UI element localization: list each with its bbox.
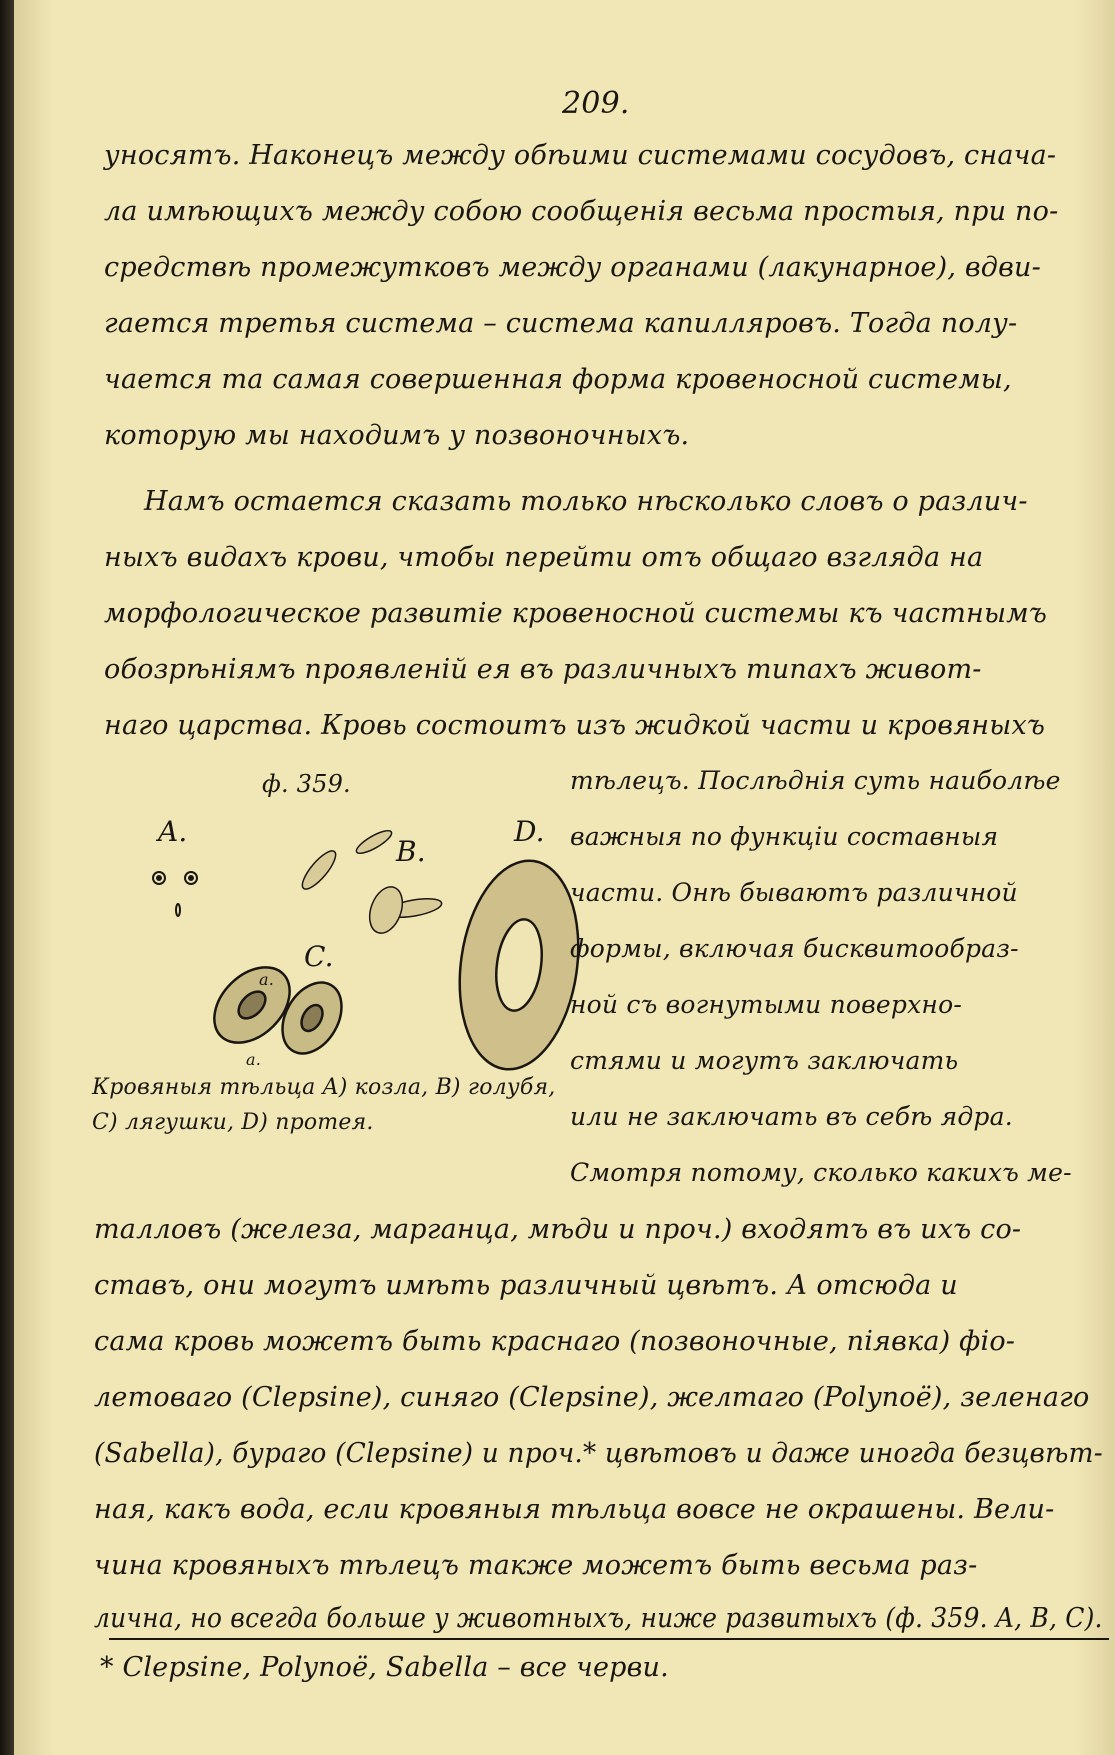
text-line: чина кровяныхъ тѣлецъ также можетъ быть весьма раз- — [94, 1550, 978, 1581]
text-line: ная, какъ вода, если кровяныя тѣльца вовсе не окрашены. Вели- — [94, 1494, 1055, 1525]
manuscript-page — [14, 0, 1115, 1755]
text-line: (Sabella), бураго (Clepsine) и проч.* цвѣтовъ и даже иногда безцвѣт- — [94, 1438, 1103, 1469]
text-line: гается третья система – система капилляровъ. Тогда полу- — [104, 308, 1018, 339]
figure-caption-line: C) лягушки, D) протея. — [92, 1110, 374, 1135]
figure-number: ф. 359. — [262, 770, 351, 798]
book-binding-edge — [0, 0, 14, 1755]
figure-sublabel: a. — [246, 1050, 262, 1069]
text-line: чается та самая совершенная форма кровеносной системы, — [104, 364, 1012, 395]
figure-label-a: A. — [158, 815, 188, 848]
footnote-divider — [109, 1638, 1109, 1640]
text-line: ставъ, они могутъ имѣть различный цвѣтъ. А отсюда и — [94, 1270, 958, 1301]
text-line: или не заключать въ себѣ ядра. — [570, 1102, 1013, 1131]
text-line: талловъ (железа, марганца, мѣди и проч.) входятъ въ ихъ со- — [94, 1214, 1022, 1245]
figure-label-b: B. — [396, 835, 426, 868]
text-line: тѣлецъ. Послѣднія суть наиболѣе — [570, 766, 1061, 795]
text-line: наго царства. Кровь состоитъ изъ жидкой части и кровяныхъ — [104, 710, 1046, 741]
page-number: 209. — [562, 86, 630, 121]
proteus-cell-drawing — [447, 853, 584, 1077]
text-line: сама кровь можетъ быть краснаго (позвоночные, піявка) фіо- — [94, 1326, 1016, 1357]
text-line: лична, но всегда больше у животныхъ, ниже развитыхъ (ф. 359. A, B, C). — [94, 1603, 1103, 1634]
text-line: ла имѣющихъ между собою сообщенія весьма простыя, при по- — [104, 196, 1059, 227]
figure-sublabel: a. — [259, 970, 275, 989]
text-line: морфологическое развитіе кровеносной системы къ частнымъ — [104, 598, 1048, 629]
blood-cells-figure — [134, 760, 584, 1080]
text-line: важныя по функціи составныя — [570, 822, 999, 851]
text-line: ной съ вогнутыми поверхно- — [570, 990, 962, 1019]
text-line: формы, включая бисквитообраз- — [570, 934, 1019, 963]
text-line: стями и могутъ заключать — [570, 1046, 959, 1075]
goat-cells-drawing — [153, 872, 197, 916]
text-line: обозрѣніямъ проявленій ея въ различныхъ типахъ живот- — [104, 654, 982, 685]
text-line: уносятъ. Наконецъ между обѣими системами сосудовъ, снача- — [104, 140, 1057, 171]
text-line: Смотря потому, сколько какихъ ме- — [570, 1158, 1072, 1187]
figure-label-c: C. — [304, 940, 334, 973]
text-line: ныхъ видахъ крови, чтобы перейти отъ общаго взгляда на — [104, 542, 984, 573]
footnote: * Clepsine, Polynoë, Sabella – все черви. — [100, 1652, 669, 1683]
figure-label-d: D. — [514, 815, 545, 848]
text-line: Намъ остается сказать только нѣсколько словъ о различ- — [144, 486, 1028, 517]
text-line: части. Онѣ бываютъ различной — [570, 878, 1018, 907]
text-line: средствѣ промежутковъ между органами (лакунарное), вдви- — [104, 252, 1041, 283]
text-line: летоваго (Clepsine), синяго (Clepsine), желтаго (Polynoë), зеленаго — [94, 1382, 1090, 1413]
text-line: которую мы находимъ у позвоночныхъ. — [104, 420, 690, 451]
figure-caption-line: Кровяныя тѣльца A) козла, B) голубя, — [92, 1075, 556, 1100]
